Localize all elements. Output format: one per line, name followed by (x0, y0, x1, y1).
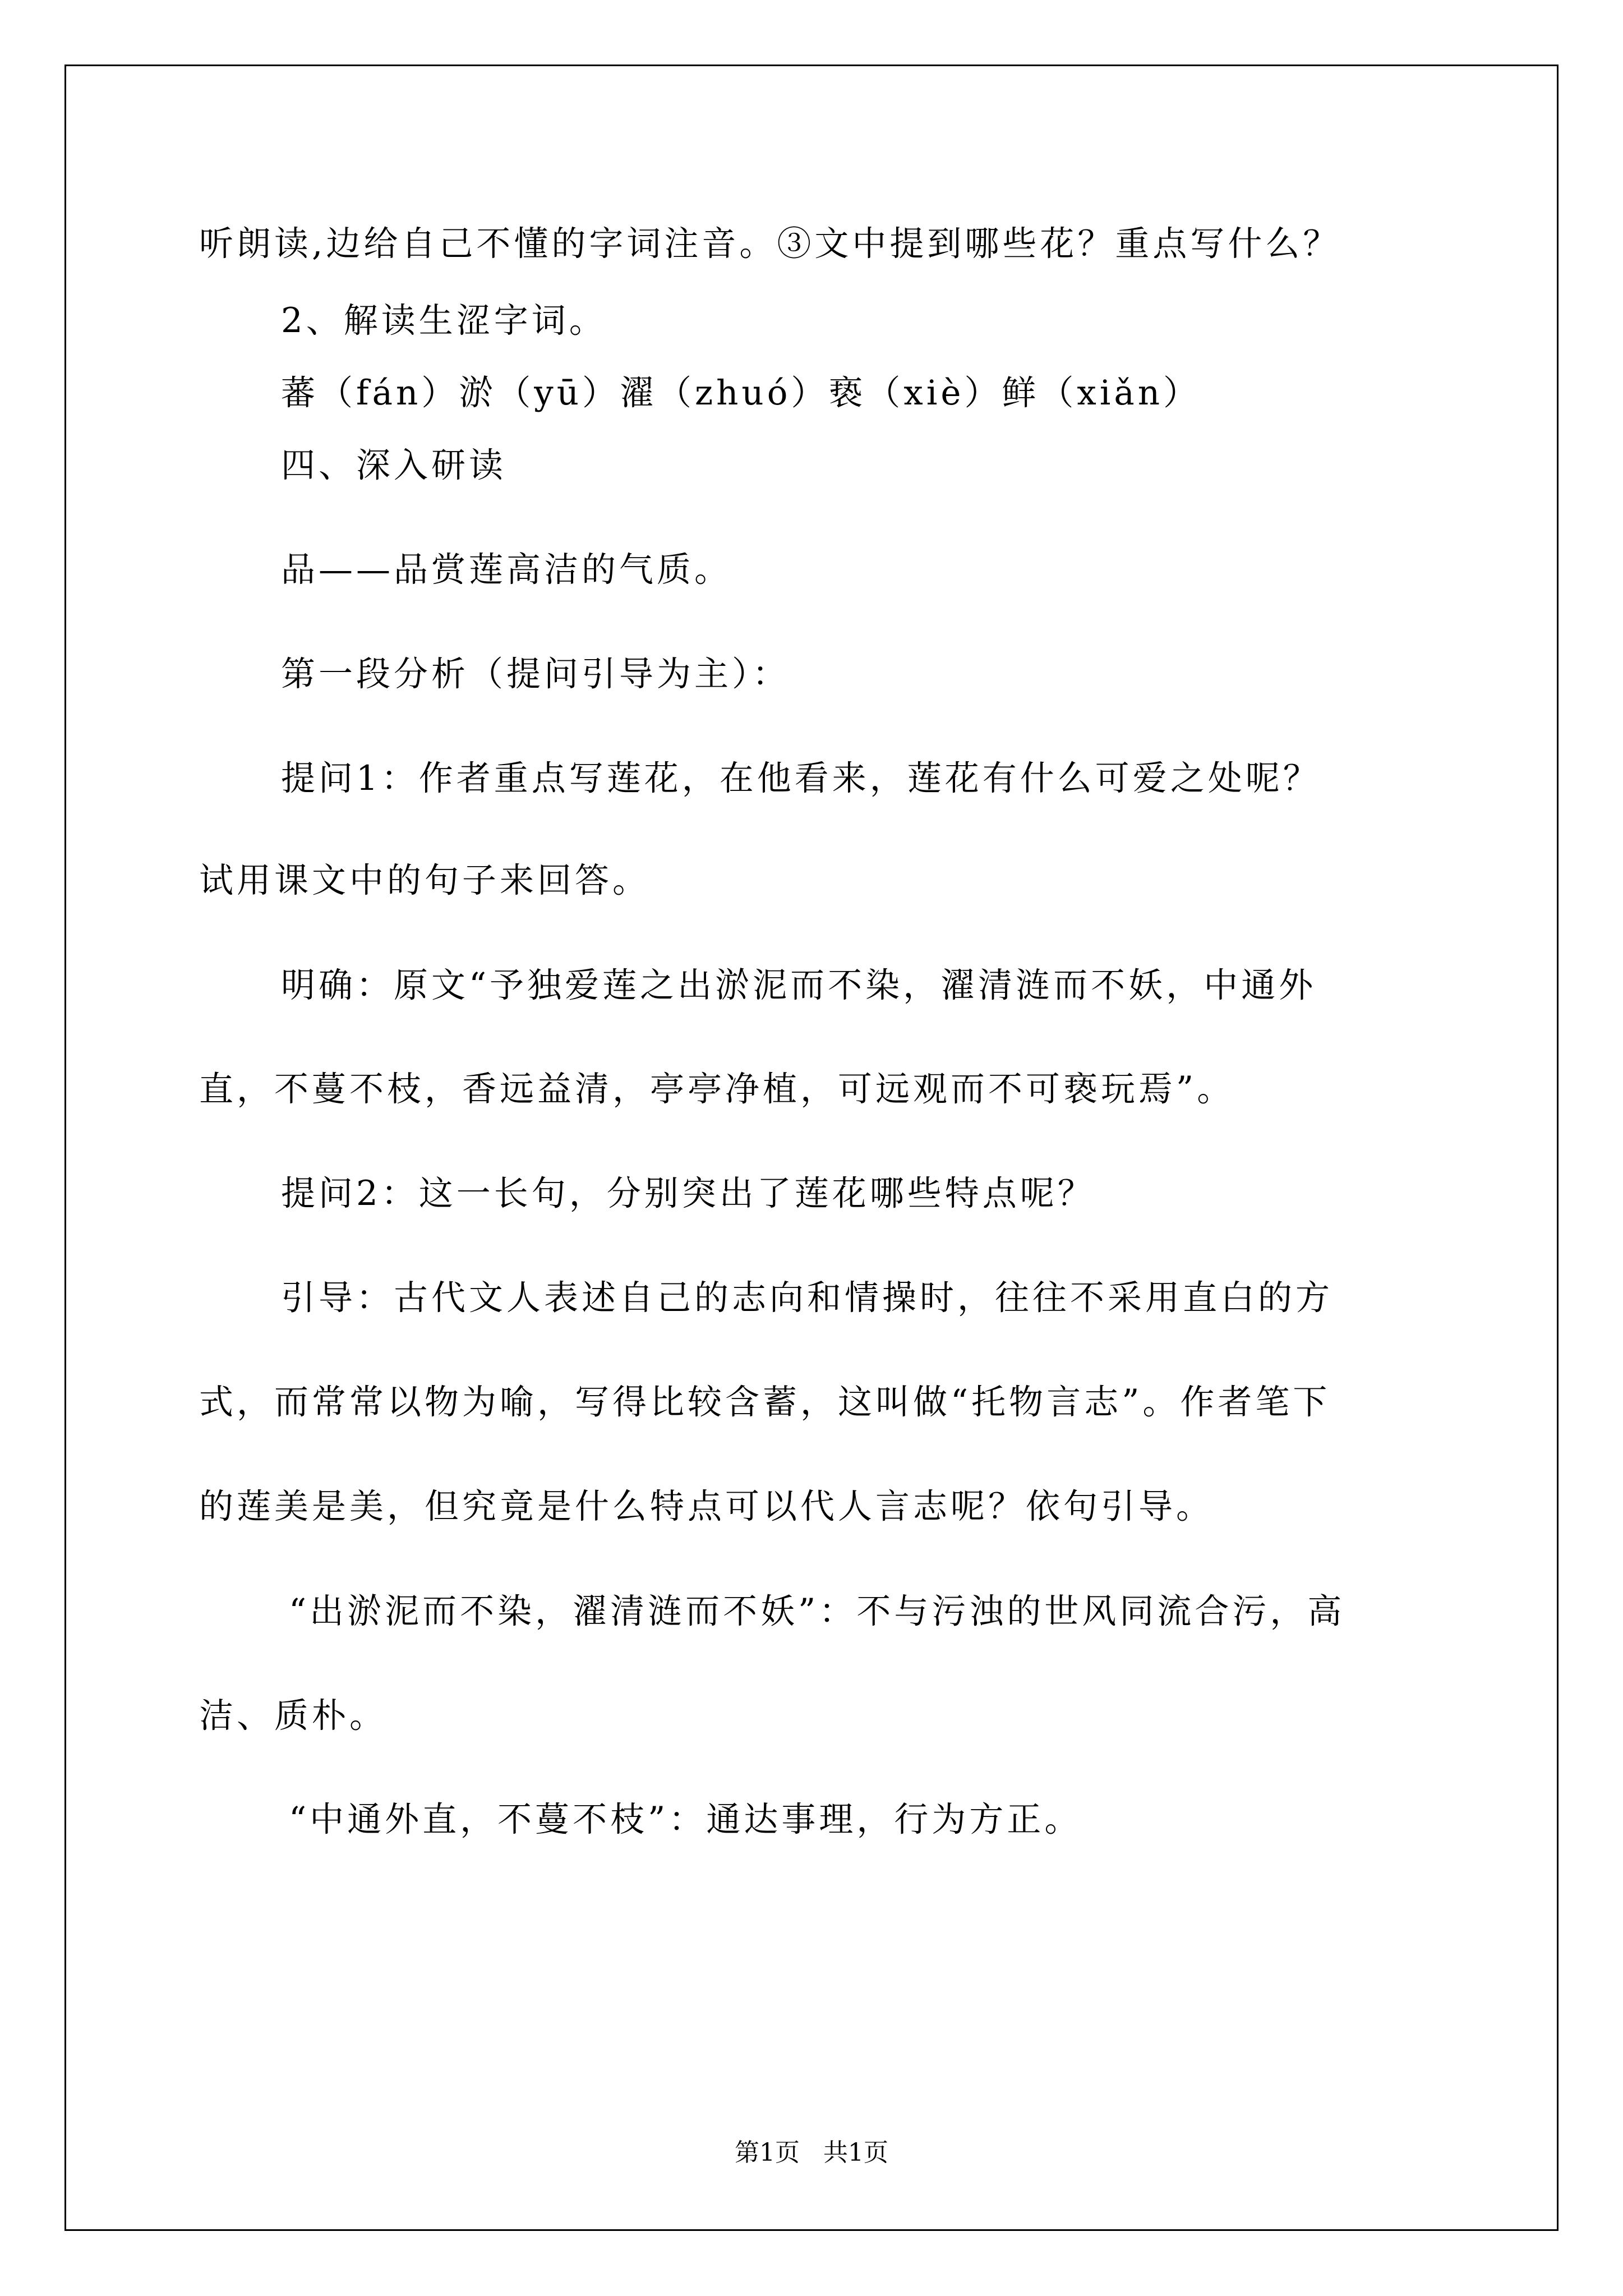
text-line: 第一段分析（提问引导为主）： (281, 654, 790, 694)
text-line: 品——品赏莲高洁的气质。 (281, 550, 732, 590)
text-line: 2、解读生涩字词。 (281, 301, 607, 341)
text-line: 的莲美是美，但究竟是什么特点可以代人言志呢？依句引导。 (199, 1487, 1214, 1526)
text-line: 洁、质朴。 (199, 1696, 388, 1736)
text-line: 提问1：作者重点写莲花，在他看来，莲花有什么可爱之处呢？ (281, 758, 1321, 798)
text-line-pinyin: 蕃（fán）淤（yū）濯（zhuó）亵（xiè）鲜（xiǎn） (281, 373, 1201, 413)
text-line: 听朗读,边给自己不懂的字词注音。③文中提到哪些花？重点写什么？ (199, 224, 1341, 264)
text-line: “中通外直，不蔓不枝”：通达事理，行为方正。 (289, 1800, 1082, 1839)
text-line: 引导：古代文人表述自己的志向和情操时，往往不采用直白的方 (281, 1278, 1334, 1318)
text-line: 直，不蔓不枝，香远益清，亭亭净植，可远观而不可亵玩焉”。 (199, 1069, 1235, 1109)
text-line: 提问2：这一长句，分别突出了莲花哪些特点呢？ (281, 1174, 1095, 1213)
text-line: “出淤泥而不染，濯清涟而不妖”：不与污浊的世风同流合污，高 (289, 1591, 1345, 1631)
page-number-footer: 第1页 共1页 (735, 2138, 888, 2167)
text-line: 试用课文中的句子来回答。 (199, 861, 651, 900)
text-line: 明确：原文“予独爱莲之出淤泥而不染，濯清涟而不妖，中通外 (281, 965, 1317, 1005)
text-line: 式，而常常以物为喻，写得比较含蓄，这叫做“托物言志”。作者笔下 (199, 1382, 1331, 1422)
text-line: 四、深入研读 (281, 445, 507, 485)
